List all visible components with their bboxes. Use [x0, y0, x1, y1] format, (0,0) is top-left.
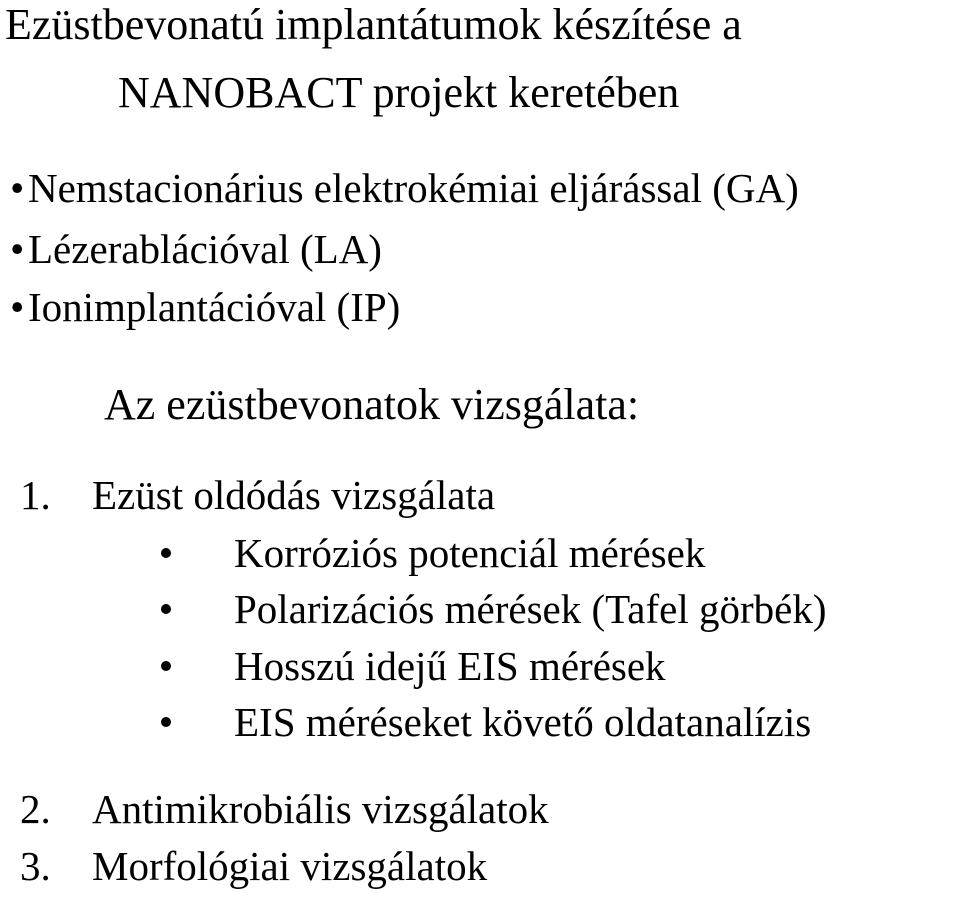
bullet-icon: •: [10, 226, 25, 272]
bullet-icon: •: [10, 284, 25, 330]
sub-item-text: Polarizációs mérések (Tafel görbék): [234, 586, 827, 632]
method-text: Lézerablációval (LA): [28, 226, 382, 272]
section-heading: Az ezüstbevonatok vizsgálata:: [104, 380, 640, 429]
item-number: 3.: [20, 843, 51, 889]
study-text: Morfológiai vizsgálatok: [92, 843, 488, 889]
bullet-icon: [161, 604, 171, 614]
title-line-2: NANOBACT projekt keretében: [118, 68, 680, 117]
sub-item-text: Korróziós potenciál mérések: [234, 530, 706, 576]
sub-item-text: EIS méréseket követő oldatanalízis: [234, 699, 812, 745]
study-text: Ezüst oldódás vizsgálata: [92, 472, 496, 518]
bullet-icon: [161, 717, 171, 727]
bullet-icon: •: [10, 165, 25, 211]
item-number: 1.: [20, 472, 51, 518]
bullet-icon: [161, 548, 171, 558]
sub-item-text: Hosszú idejű EIS mérések: [234, 643, 666, 689]
method-text: Ionimplantációval (IP): [28, 284, 401, 330]
item-number: 2.: [20, 786, 51, 832]
study-text: Antimikrobiális vizsgálatok: [92, 786, 549, 832]
title-line-1: Ezüstbevonatú implantátumok készítése a: [5, 0, 742, 49]
bullet-icon: [161, 661, 171, 671]
method-text: Nemstacionárius elektrokémiai eljárással (GA): [28, 165, 799, 211]
